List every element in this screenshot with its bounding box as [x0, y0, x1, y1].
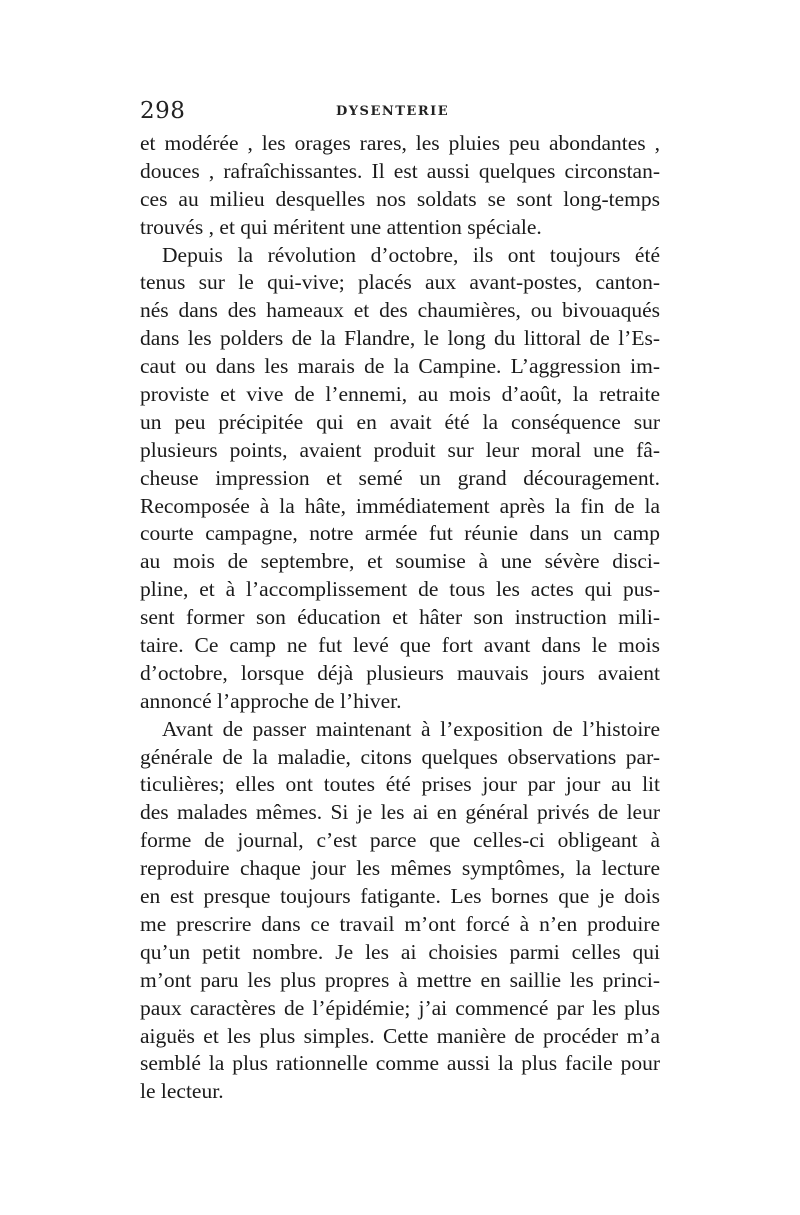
text-line: le lecteur.: [140, 1079, 224, 1104]
page-number: 298: [140, 98, 186, 124]
text-line: Depuis la révolution d’octobre, ils ont toujours été: [162, 242, 660, 267]
text-line: Recomposée à la hâte, immédiatement après la fin de la: [140, 493, 660, 518]
text-line: reproduire chaque jour les mêmes symptômes, la lecture: [140, 856, 660, 881]
text-line: me prescrire dans ce travail m’ont forcé à n’en produire: [140, 911, 660, 936]
text-line: courte campagne, notre armée fut réunie dans un camp: [140, 521, 660, 546]
text-line: qu’un petit nombre. Je les ai choisies parmi celles qui: [140, 939, 660, 964]
text-line: aiguës et les plus simples. Cette manière de procéder m’a: [140, 1023, 660, 1048]
text-line: paux caractères de l’épidémie; j’ai commencé par les plus: [140, 995, 660, 1020]
text-line: dans les polders de la Flandre, le long du littoral de l’Es-: [140, 326, 660, 351]
body-text: [140, 130, 660, 1106]
text-line: au mois de septembre, et soumise à une sévère disci-: [140, 549, 660, 574]
text-line: cheuse impression et semé un grand découragement.: [140, 465, 660, 490]
text-line: sent former son éducation et hâter son instruction mili-: [140, 605, 660, 630]
text-line: un peu précipitée qui en avait été la conséquence sur: [140, 409, 660, 434]
text-line: Avant de passer maintenant à l’exposition de l’histoire: [162, 716, 660, 741]
text-line: semblé la plus rationnelle comme aussi la plus facile pour: [140, 1051, 660, 1076]
text-line: des malades mêmes. Si je les ai en général privés de leur: [140, 800, 660, 825]
text-line: trouvés , et qui méritent une attention spéciale.: [140, 214, 542, 239]
text-line: nés dans des hameaux et des chaumières, ou bivouaqués: [140, 298, 660, 323]
text-line: tenus sur le qui-vive; placés aux avant-postes, canton-: [140, 270, 660, 295]
text-line: m’ont paru les plus propres à mettre en saillie les princi-: [140, 967, 660, 992]
text-line: plusieurs points, avaient produit sur leur moral une fâ-: [140, 437, 660, 462]
text-line: proviste et vive de l’ennemi, au mois d’août, la retraite: [140, 382, 660, 407]
text-line: pline, et à l’accomplissement de tous les actes qui pus-: [140, 577, 660, 602]
text-line: douces , rafraîchissantes. Il est aussi quelques circonstan-: [140, 158, 660, 183]
text-line: en est presque toujours fatigante. Les bornes que je dois: [140, 884, 660, 909]
page-header: [140, 98, 660, 128]
text-line: ticulières; elles ont toutes été prises jour par jour au lit: [140, 772, 660, 797]
text-line: caut ou dans les marais de la Campine. L’aggression im-: [140, 354, 660, 379]
text-line: forme de journal, c’est parce que celles-ci obligeant à: [140, 828, 660, 853]
text-line: générale de la maladie, citons quelques observations par-: [140, 744, 660, 769]
text-line: taire. Ce camp ne fut levé que fort avant dans le mois: [140, 633, 660, 658]
text-line: ces au milieu desquelles nos soldats se sont long-temps: [140, 186, 660, 211]
text-line: et modérée , les orages rares, les pluies peu abondantes ,: [140, 131, 660, 155]
text-line: d’octobre, lorsque déjà plusieurs mauvais jours avaient: [140, 660, 660, 685]
text-line: annoncé l’approche de l’hiver.: [140, 688, 402, 713]
running-head: DYSENTERIE: [336, 104, 450, 119]
